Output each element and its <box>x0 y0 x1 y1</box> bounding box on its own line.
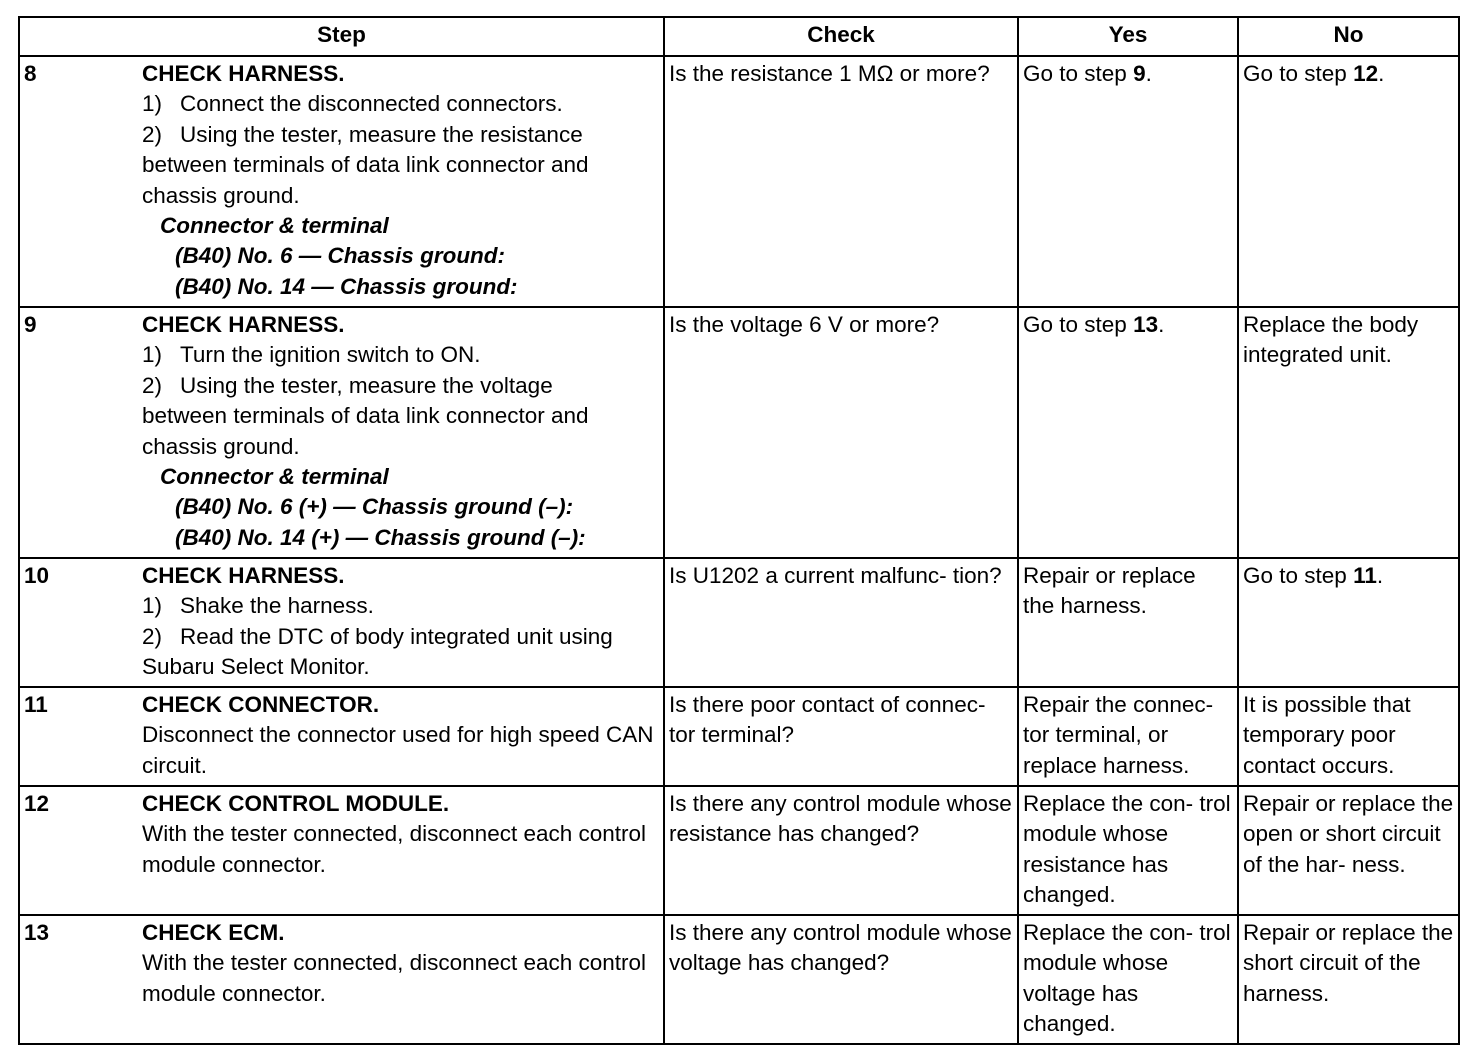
step-instruction-continued: Subaru Select Monitor. <box>142 654 370 680</box>
step-description <box>141 56 664 307</box>
step-number: 10 <box>19 558 141 687</box>
header-no: No <box>1238 17 1459 56</box>
step-reference: 11 <box>1353 563 1377 588</box>
step-number: 8 <box>19 56 141 307</box>
table-row <box>19 786 1459 915</box>
step-instruction: 2) Read the DTC of body integrated unit using <box>142 623 613 649</box>
yes-cell: Repair the connec- tor terminal, or replace harness. <box>1018 687 1238 786</box>
step-description <box>141 687 664 786</box>
no-cell: Repair or replace the open or short circuit of the har- ness. <box>1238 786 1459 915</box>
step-instruction-continued: chassis ground. <box>142 182 300 208</box>
step-instruction: 2) Using the tester, measure the voltage <box>142 372 553 398</box>
connector-terminal-item: (B40) No. 6 (+) — Chassis ground (–): <box>175 494 574 520</box>
table-row <box>19 915 1459 1044</box>
diagnostic-procedure-table <box>18 16 1460 1045</box>
check-cell: Is the resistance 1 MΩ or more? <box>664 56 1018 307</box>
check-cell: Is there any control module whose resistance has changed? <box>664 786 1018 915</box>
step-instruction: 1) Shake the harness. <box>142 593 374 619</box>
check-cell: Is there any control module whose voltage has changed? <box>664 915 1018 1044</box>
no-cell: Replace the body integrated unit. <box>1238 307 1459 558</box>
check-cell: Is there poor contact of connec- tor terminal? <box>664 687 1018 786</box>
yes-cell: Repair or replace the harness. <box>1018 558 1238 687</box>
step-instruction-continued: between terminals of data link connector and <box>142 403 589 429</box>
step-reference: 9 <box>1133 61 1146 86</box>
step-title: CHECK CONTROL MODULE. <box>142 791 450 816</box>
yes-cell: Go to step 9. <box>1018 56 1238 307</box>
no-cell: Go to step 11. <box>1238 558 1459 687</box>
step-instruction-continued: between terminals of data link connector and <box>142 152 589 178</box>
step-title: CHECK ECM. <box>142 920 285 945</box>
step-reference: 13 <box>1133 312 1159 337</box>
table-row <box>19 56 1459 307</box>
step-body: Disconnect the connector used for high speed CAN circuit. <box>142 722 654 778</box>
step-number: 9 <box>19 307 141 558</box>
step-instruction: 2) Using the tester, measure the resistance <box>142 121 583 147</box>
step-title: CHECK HARNESS. <box>142 312 345 337</box>
step-number: 12 <box>19 786 141 915</box>
step-description <box>141 786 664 915</box>
header-check: Check <box>664 17 1018 56</box>
connector-terminal-item: (B40) No. 6 — Chassis ground: <box>175 243 506 269</box>
step-title: CHECK HARNESS. <box>142 563 345 588</box>
table-header-row <box>19 17 1459 56</box>
header-yes: Yes <box>1018 17 1238 56</box>
step-title: CHECK CONNECTOR. <box>142 692 380 717</box>
header-step: Step <box>19 17 664 56</box>
check-cell: Is the voltage 6 V or more? <box>664 307 1018 558</box>
check-cell: Is U1202 a current malfunc- tion? <box>664 558 1018 687</box>
step-instruction-continued: chassis ground. <box>142 433 300 459</box>
step-reference: 12 <box>1353 61 1379 86</box>
table-row <box>19 307 1459 558</box>
connector-terminal-item: (B40) No. 14 — Chassis ground: <box>175 273 518 299</box>
yes-cell: Go to step 13. <box>1018 307 1238 558</box>
table-row <box>19 558 1459 687</box>
step-body: With the tester connected, disconnect each control module connector. <box>142 950 647 1006</box>
step-description <box>141 558 664 687</box>
yes-cell: Replace the con- trol module whose resistance has changed. <box>1018 786 1238 915</box>
no-cell: Repair or replace the short circuit of the harness. <box>1238 915 1459 1044</box>
connector-terminal-heading: Connector & terminal <box>160 464 389 490</box>
step-body: With the tester connected, disconnect each control module connector. <box>142 821 647 877</box>
step-title: CHECK HARNESS. <box>142 61 345 86</box>
table-row <box>19 687 1459 786</box>
step-description <box>141 307 664 558</box>
no-cell: It is possible that temporary poor contact occurs. <box>1238 687 1459 786</box>
step-number: 11 <box>19 687 141 786</box>
step-number: 13 <box>19 915 141 1044</box>
step-instruction: 1) Connect the disconnected connectors. <box>142 91 563 117</box>
yes-cell: Replace the con- trol module whose voltage has changed. <box>1018 915 1238 1044</box>
step-description <box>141 915 664 1044</box>
no-cell: Go to step 12. <box>1238 56 1459 307</box>
step-instruction: 1) Turn the ignition switch to ON. <box>142 342 481 368</box>
connector-terminal-item: (B40) No. 14 (+) — Chassis ground (–): <box>175 524 586 550</box>
connector-terminal-heading: Connector & terminal <box>160 213 389 239</box>
